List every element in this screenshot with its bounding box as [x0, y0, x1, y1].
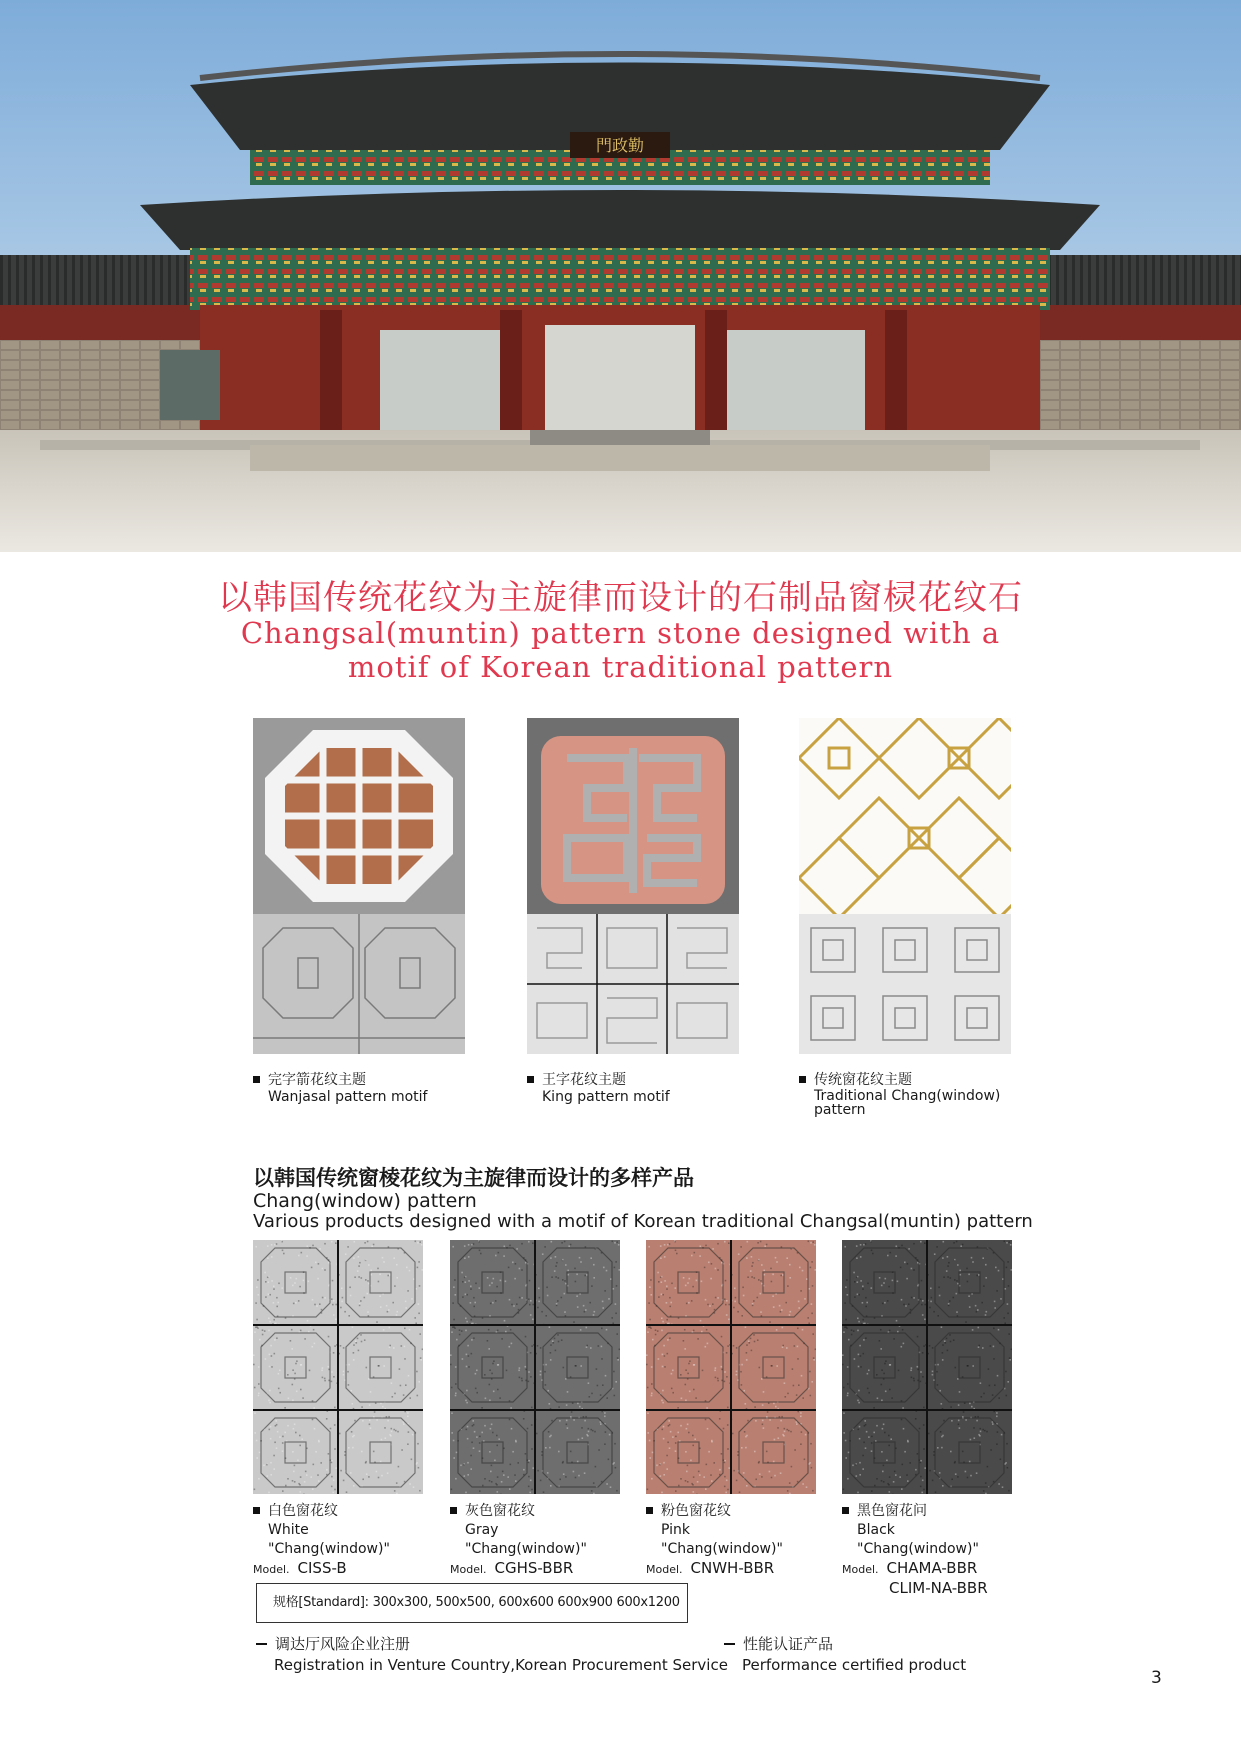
motif-caption-en: Wanjasal pattern motif: [268, 1089, 428, 1105]
product-caption: [253, 1502, 423, 1579]
model-label: Model.: [842, 1563, 879, 1576]
page-title-en-line2: motif of Korean traditional pattern: [347, 650, 894, 684]
footer-cn: 调达厅风险企业注册: [275, 1635, 411, 1653]
product-image: [842, 1240, 1012, 1494]
product-image: [646, 1240, 816, 1494]
model-label: Model.: [450, 1563, 487, 1576]
page-title-en-line1: Changsal(muntin) pattern stone designed with a: [240, 616, 1001, 650]
motif-traditional-chang: [799, 718, 1011, 1117]
motif-caption-en: King pattern motif: [542, 1089, 670, 1105]
product-image: [450, 1240, 620, 1494]
footer-en: Registration in Venture Country,Korean Procurement Service: [274, 1656, 728, 1674]
bullet-icon: [253, 1076, 260, 1083]
product-pink: [646, 1240, 816, 1579]
products-heading-cn: 以韩国传统窗棱花纹为主旋律而设计的多样产品: [253, 1166, 694, 1190]
product-name-cn: 黑色窗花问: [857, 1503, 927, 1519]
footer-en: Performance certified product: [742, 1656, 967, 1674]
motif-king: [527, 718, 739, 1106]
motif-caption-cn: 王字花纹主题: [542, 1072, 626, 1088]
page-number: 3: [1151, 1668, 1162, 1688]
page-title-en: [0, 616, 1241, 684]
motif-caption: [799, 1072, 1011, 1117]
product-gray: [450, 1240, 620, 1579]
dash-icon: [256, 1643, 267, 1645]
bullet-icon: [646, 1507, 653, 1514]
products-subheading-en: Various products designed with a motif of Korean traditional Changsal(muntin) pattern: [253, 1211, 1033, 1232]
motif-image: [527, 718, 739, 1054]
motif-image: [799, 718, 1011, 1054]
model-label: Model.: [646, 1563, 683, 1576]
dash-icon: [724, 1643, 735, 1645]
products-heading-en: Chang(window) pattern: [253, 1190, 477, 1212]
model-code: CHAMA-BBR: [886, 1559, 978, 1577]
page-title-cn: 以韩国传统花纹为主旋律而设计的石制品窗棂花纹石: [218, 578, 1023, 618]
standard-sizes-box: 规格[Standard]: 300x300, 500x500, 600x600 600x900 600x1200: [256, 1583, 688, 1623]
footer-venture-registration: [256, 1634, 728, 1676]
footer-performance-certified: [724, 1634, 966, 1676]
bullet-icon: [527, 1076, 534, 1083]
motif-image: [253, 718, 465, 1054]
motif-wanjasal: [253, 718, 465, 1106]
motif-caption: [253, 1072, 465, 1106]
product-name-en: Gray "Chang(window)": [465, 1522, 587, 1557]
model-label: Model.: [253, 1563, 290, 1576]
bullet-icon: [842, 1507, 849, 1514]
product-black: [842, 1240, 1012, 1598]
bullet-icon: [253, 1507, 260, 1514]
motif-caption-cn: 完字箭花纹主题: [268, 1072, 366, 1088]
product-white: [253, 1240, 423, 1579]
product-name-cn: 灰色窗花纹: [465, 1503, 535, 1519]
product-caption: [646, 1502, 816, 1579]
product-name-en: Black "Chang(window)": [857, 1522, 979, 1557]
product-caption: [842, 1502, 1012, 1598]
motif-caption-cn: 传统窗花纹主题: [814, 1072, 912, 1088]
product-caption: [450, 1502, 620, 1579]
model-code: CISS-B: [297, 1559, 347, 1577]
bullet-icon: [799, 1076, 806, 1083]
footer-cn: 性能认证产品: [743, 1635, 834, 1653]
product-name-cn: 粉色窗花纹: [661, 1503, 731, 1519]
model-code: CGHS-BBR: [494, 1559, 574, 1577]
motif-caption: [527, 1072, 739, 1106]
model-code: CNWH-BBR: [690, 1559, 775, 1577]
model-code-2: CLIM-NA-BBR: [889, 1579, 988, 1597]
product-name-cn: 白色窗花纹: [268, 1503, 338, 1519]
svg-text:門政勤: 門政勤: [595, 136, 645, 155]
product-name-en: White "Chang(window)": [268, 1522, 390, 1557]
product-name-en: Pink "Chang(window)": [661, 1522, 783, 1557]
product-image: [253, 1240, 423, 1494]
hero-photo: [0, 0, 1241, 552]
bullet-icon: [450, 1507, 457, 1514]
motif-caption-en: Traditional Chang(window) pattern: [814, 1088, 1001, 1118]
